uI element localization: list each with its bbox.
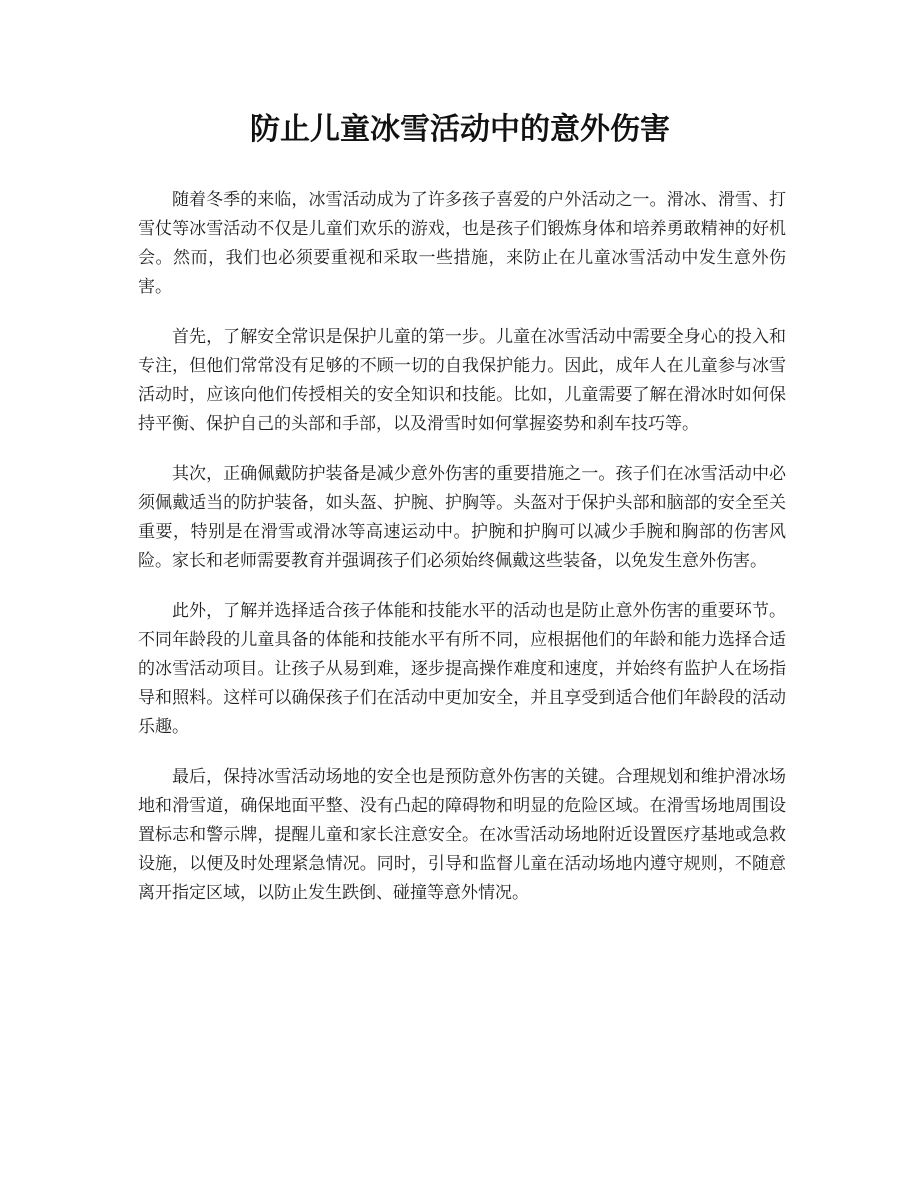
paragraph-intro: 随着冬季的来临，冰雪活动成为了许多孩子喜爱的户外活动之一。滑冰、滑雪、打雪仗等冰雪活动不仅是儿童们欢乐的游戏，也是孩子们锻炼身体和培养勇敢精神的好机会。然而，我们也必须要重视和采取一些措施，来防止在儿童冰雪活动中发生意外伤害。 — [138, 190, 786, 297]
paragraph-safety-knowledge: 首先，了解安全常识是保护儿童的第一步。儿童在冰雪活动中需要全身心的投入和专注，但他们常常没有足够的不顾一切的自我保护能力。因此，成年人在儿童参与冰雪活动时，应该向他们传授相关的安全知识和技能。比如，儿童需要了解在滑冰时如何保持平衡、保护自己的头部和手部，以及滑雪时如何掌握姿势和刹车技巧等。 — [138, 327, 786, 434]
paragraph-protective-gear: 其次，正确佩戴防护装备是减少意外伤害的重要措施之一。孩子们在冰雪活动中必须佩戴适当的防护装备，如头盔、护腕、护胸等。头盔对于保护头部和脑部的安全至关重要，特别是在滑雪或滑冰等高速运动中。护腕和护胸可以减少手腕和胸部的伤害风险。家长和老师需要教育并强调孩子们必须始终佩戴这些装备，以免发生意外伤害。 — [138, 464, 786, 571]
document-title: 防止儿童冰雪活动中的意外伤害 — [250, 112, 670, 147]
paragraph-venue-safety: 最后，保持冰雪活动场地的安全也是预防意外伤害的关键。合理规划和维护滑冰场地和滑雪道，确保地面平整、没有凸起的障碍物和明显的危险区域。在滑雪场地周围设置标志和警示牌，提醒儿童和家长注意安全。在冰雪活动场地附近设置医疗基地或急救设施，以便及时处理紧急情况。同时，引导和监督儿童在活动场地内遵守规则，不随意离开指定区域，以防止发生跌倒、碰撞等意外情况。 — [138, 767, 786, 903]
document-body — [138, 186, 786, 929]
paragraph-suitable-activities: 此外，了解并选择适合孩子体能和技能水平的活动也是防止意外伤害的重要环节。不同年龄段的儿童具备的体能和技能水平有所不同，应根据他们的年龄和能力选择合适的冰雪活动项目。让孩子从易到难，逐步提高操作难度和速度，并始终有监护人在场指导和照料。这样可以确保孩子们在活动中更加安全，并且享受到适合他们年龄段的活动乐趣。 — [138, 601, 786, 737]
